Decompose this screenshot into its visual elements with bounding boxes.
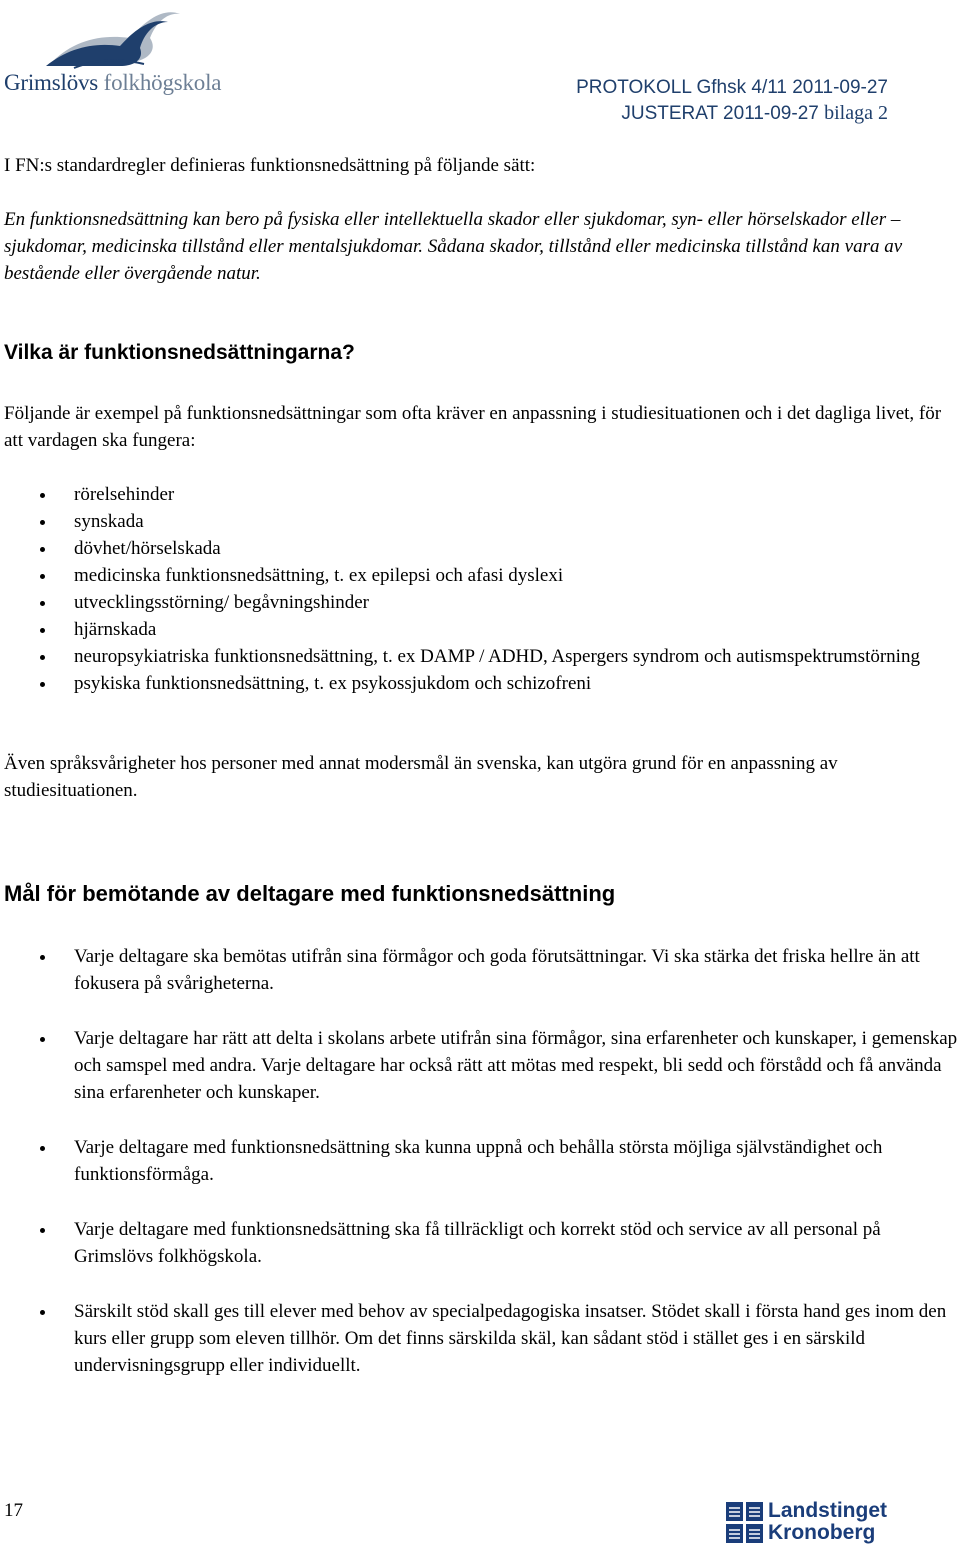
adjusted-date: JUSTERAT 2011-09-27: [621, 103, 819, 124]
language-note: Även språksvårigheter hos personer med annat modersmål än svenska, kan utgöra grund för en anpassning av studiesituationen.: [4, 753, 838, 801]
landstinget-line1: Landstinget: [768, 1499, 887, 1522]
disabilities-lead: Följande är exempel på funktionsnedsättningar som ofta kräver en anpassning i studiesituationen och i det dagliga livet, för att vardagen ska fungera:: [4, 403, 942, 451]
grimslov-logo: [4, 4, 236, 96]
list-item: dövhet/hörselskada: [0, 535, 960, 562]
list-item: synskada: [0, 508, 960, 535]
list-item: Varje deltagare har rätt att delta i skolans arbete utifrån sina förmågor, sina erfarenheter och kunskaper, i gemenskap och samspel med andra. Varje deltagare har också rätt att mötas med respekt, bli sedd och förstådd och få använda sina erfarenheter och kunskaper.: [0, 1025, 960, 1106]
list-item: Varje deltagare ska bemötas utifrån sina förmågor och goda förutsättningar. Vi ska stärka det friska hellre än att fokusera på svårigheterna.: [0, 943, 960, 997]
goals-list: [0, 943, 960, 1407]
adjusted-line: [621, 102, 888, 125]
list-item: utvecklingsstörning/ begåvningshinder: [0, 589, 960, 616]
section-heading-disabilities: Vilka är funktionsnedsättningarna?: [4, 341, 355, 364]
disabilities-list: [0, 481, 960, 697]
list-item: medicinska funktionsnedsättning, t. ex epilepsi och afasi dyslexi: [0, 562, 960, 589]
landstinget-logo: [726, 1500, 892, 1546]
logo-wordmark: [4, 70, 221, 96]
list-item: hjärnskada: [0, 616, 960, 643]
landstinget-emblem-icon: [726, 1502, 764, 1544]
landstinget-line2: Kronoberg: [768, 1521, 876, 1544]
definition-text: En funktionsnedsättning kan bero på fysiska eller intellektuella skador eller sjukdomar, syn- eller hörselskador eller –sjukdomar, medicinska tillstånd eller mentalsjukdomar. Sådana skador, tillstånd eller medicinska tillstånd kan vara av bestående eller övergående natur.: [4, 209, 903, 284]
list-item: Varje deltagare med funktionsnedsättning ska få tillräckligt och korrekt stöd och service av all personal på Grimslövs folkhögskola.: [0, 1216, 960, 1270]
list-item: rörelsehinder: [0, 481, 960, 508]
section-heading-goals: Mål för bemötande av deltagare med funktionsnedsättning: [4, 881, 616, 906]
list-item: Varje deltagare med funktionsnedsättning ska kunna uppnå och behålla största möjliga självständighet och funktionsförmåga.: [0, 1134, 960, 1188]
list-item: Särskilt stöd skall ges till elever med behov av specialpedagogiska insatser. Stödet skall i första hand ges inom den kurs eller grupp som eleven tillhör. Om det finns särskilda skäl, kan sådant stöd i stället ges i en särskild undervisningsgrupp eller individuellt.: [0, 1298, 960, 1379]
swan-logo-icon: [44, 4, 194, 70]
list-item: neuropsykiatriska funktionsnedsättning, t. ex DAMP / ADHD, Aspergers syndrom och autismspektrumstörning: [0, 643, 960, 670]
logo-name-dark: Grimslövs: [4, 70, 99, 95]
appendix-label: bilaga 2: [824, 102, 888, 124]
definition-lead: I FN:s standardregler definieras funktionsnedsättning på följande sätt:: [4, 155, 536, 176]
protocol-line: PROTOKOLL Gfhsk 4/11 2011-09-27: [576, 77, 888, 98]
landstinget-wordmark: [768, 1500, 887, 1544]
logo-name-light: folkhögskola: [103, 70, 222, 95]
list-item: psykiska funktionsnedsättning, t. ex psykossjukdom och schizofreni: [0, 670, 960, 697]
page-number: 17: [4, 1500, 23, 1521]
